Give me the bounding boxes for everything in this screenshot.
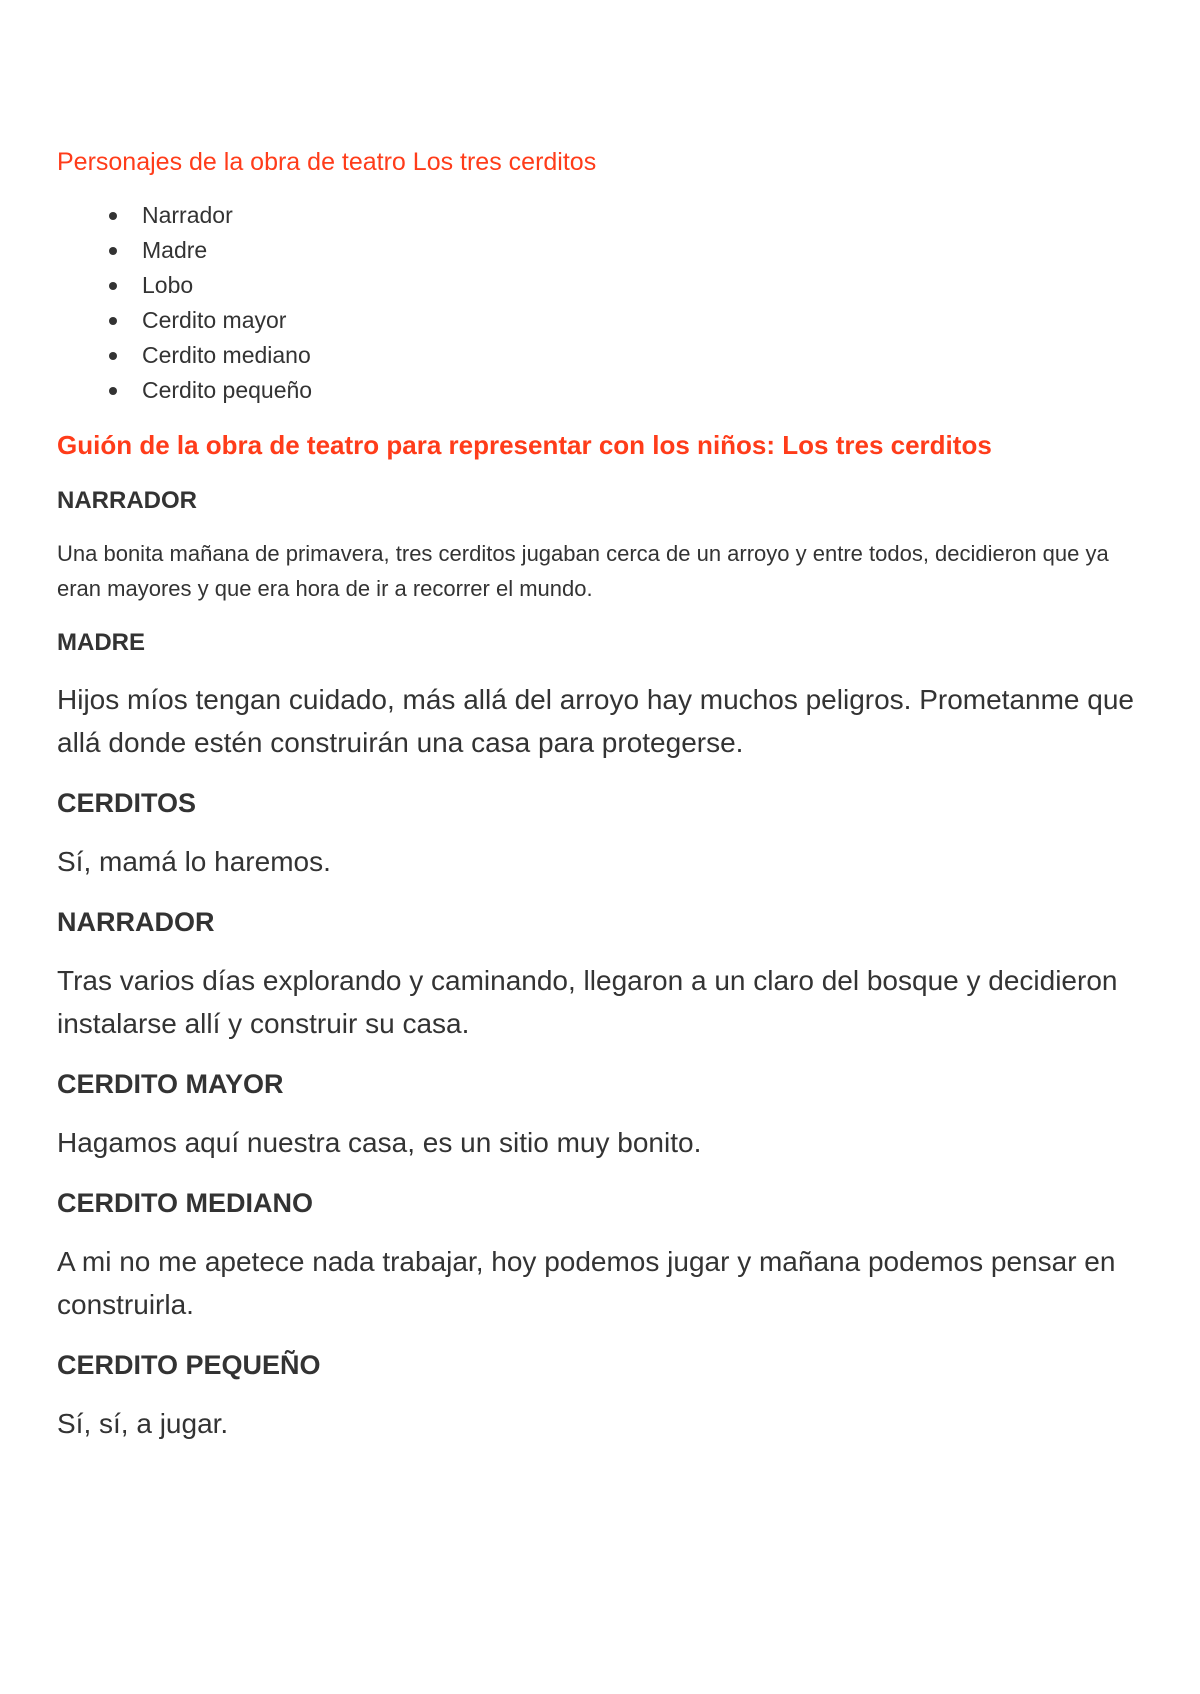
dialogue-text: Una bonita mañana de primavera, tres cerditos jugaban cerca de un arroyo y entre todos, decidieron que ya eran mayores y que era hora de ir a recorrer el mundo.: [57, 541, 1109, 601]
speaker-name: CERDITOS: [57, 788, 197, 818]
dialogue-text: Sí, sí, a jugar.: [57, 1408, 229, 1439]
dialogue-text: Tras varios días explorando y caminando, llegaron a un claro del bosque y decidieron instalarse allí y construir su casa.: [57, 965, 1118, 1039]
character-item-cerdito-pequeno: [142, 373, 1140, 408]
characters-heading: Personajes de la obra de teatro Los tres cerditos: [57, 148, 597, 176]
speaker-name: NARRADOR: [57, 907, 215, 937]
speaker-name: CERDITO MEDIANO: [57, 1188, 314, 1218]
character-name: Cerdito mayor: [142, 307, 287, 333]
character-item-lobo: [142, 268, 1140, 303]
character-name: Cerdito mediano: [142, 342, 311, 368]
speaker-name: NARRADOR: [57, 487, 197, 514]
speaker-name: MADRE: [57, 629, 145, 656]
character-item-cerdito-mediano: [142, 338, 1140, 373]
bullet-icon: [109, 282, 117, 290]
dialogue-text: A mi no me apetece nada trabajar, hoy podemos jugar y mañana podemos pensar en construirla.: [57, 1246, 1116, 1320]
dialogue-text: Hijos míos tengan cuidado, más allá del arroyo hay muchos peligros. Prometanme que allá donde estén construirán una casa para protegerse.: [57, 684, 1135, 758]
bullet-icon: [109, 317, 117, 325]
character-list: [57, 198, 1140, 408]
bullet-icon: [109, 247, 117, 255]
bullet-icon: [109, 212, 117, 220]
character-name: Narrador: [142, 202, 233, 228]
character-item-madre: [142, 233, 1140, 268]
speaker-name: CERDITO MAYOR: [57, 1069, 284, 1099]
dialogue-text: Sí, mamá lo haremos.: [57, 846, 331, 877]
character-name: Cerdito pequeño: [142, 377, 313, 403]
dialogue-text: Hagamos aquí nuestra casa, es un sitio muy bonito.: [57, 1127, 702, 1158]
bullet-icon: [109, 387, 117, 395]
character-name: Lobo: [142, 272, 194, 298]
bullet-icon: [109, 352, 117, 360]
speaker-name: CERDITO PEQUEÑO: [57, 1350, 321, 1380]
character-name: Madre: [142, 237, 208, 263]
script-heading: Guión de la obra de teatro para representar con los niños: Los tres cerditos: [57, 430, 992, 460]
character-item-narrador: [142, 198, 1140, 233]
character-item-cerdito-mayor: [142, 303, 1140, 338]
